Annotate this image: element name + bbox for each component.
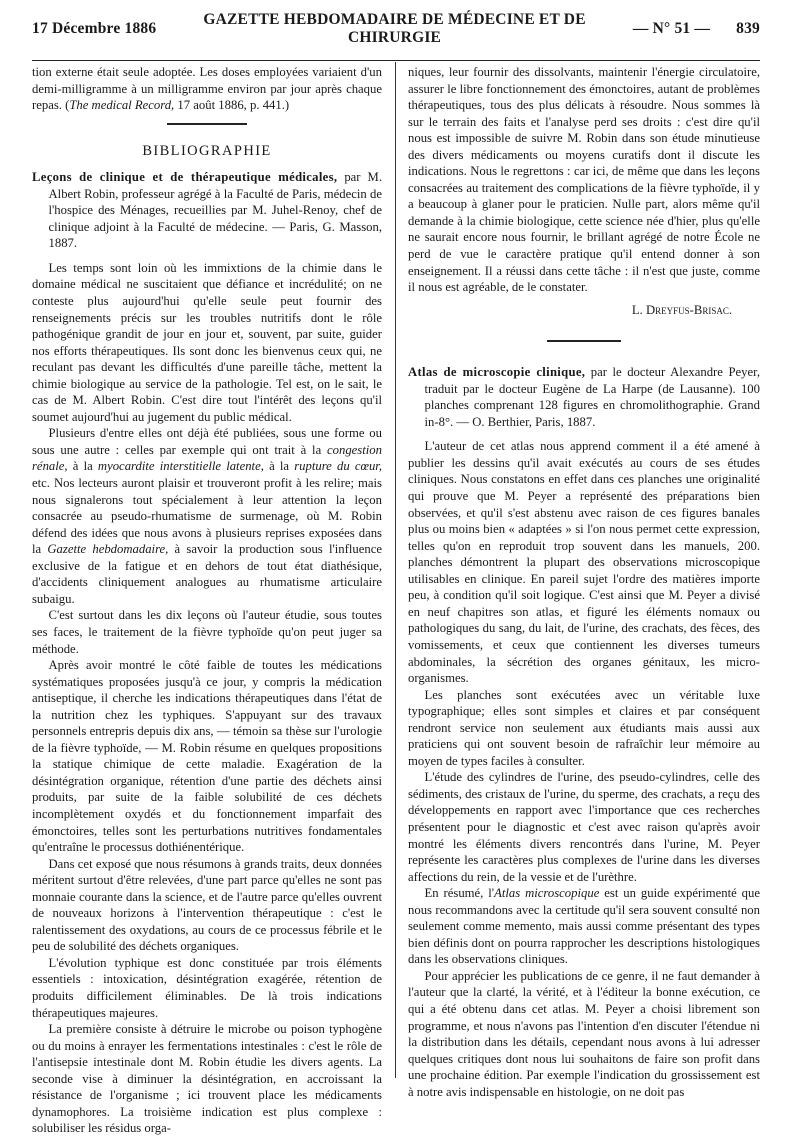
book-reference: Leçons de clinique et de thérapeutique médicales, par M. Albert Robin, professeur agrégé à la Faculté de Paris, médecin de l'hospice des Ménages, recueillies par M. Juhel-Renoy, chef de clinique adjoint à la Faculté de médecine. — Paris, G. Masson, 1887.: [32, 170, 382, 251]
book-title: Leçons de clinique et de thérapeutique médicales,: [32, 170, 338, 185]
column-divider: [395, 62, 396, 1078]
book-reference: Atlas de microscopie clinique, par le docteur Alexandre Peyer, traduit par le docteur Eugène de La Harpe (de Lausanne). 100 planches comprenant 128 figures en chromolithographie. Grand in-8°. — O. Berthier, Paris, 1887.: [408, 365, 760, 429]
paragraph: Pour apprécier les publications de ce genre, il ne faut demander à l'auteur que la clarté, la vérité, et à l'éditeur la bonne exécution, ce qui a été obtenu dans cet atlas. M. Peyer a choisi librement son programme, et nous n'avons pas l'intention d'en discuter l'étendue ni la distribution dans les détails, cependant nous avons à lui adresser quelques critiques dont nous lui souhaitons de faire son profit dans une prochaine édition. Par exemple l'indication du grossissement est à notre avis indispensable en histologie, on ne doit pas: [408, 968, 760, 1099]
paragraph: L'étude des cylindres de l'urine, des pseudo-cylindres, celle des sédiments, des cristaux de l'urine, du sperme, des crachats, a reçu des développements en rapport avec l'importance que ces recherches présentent pour le diagnostic et c'est avec raison qu'après avoir montré les éléments divers rencontrés dans l'urine, M. Peyer représente les caractères plus complexes de l'urine dans les diverses affections du rein, de la vessie et de l'urèthre.: [408, 770, 760, 884]
header-rule: [32, 60, 760, 61]
issue-number: — N° 51 —: [632, 20, 711, 37]
section-rule: [167, 123, 247, 125]
paragraph: Les planches sont exécutées avec un véritable luxe typographique; elles sont simples et claires et par conséquent rendront service non seulement aux étudiants mais aussi aux praticiens qui ont souvent besoin de rafraîchir leur mémoire au moyen de types faciles à consulter.: [408, 687, 760, 768]
opening-paragraph: tion externe était seule adoptée. Les doses employées variaient d'un demi-milligramme à un milligramme environ par jour après chaque repas. (The medical Record, 17 août 1886, p. 441.): [32, 65, 382, 113]
paragraph: Plusieurs d'entre elles ont déjà été publiées, sous une forme ou sous une autre : celles par exemple qui ont trait à la congestion rénale, à la myocardite interstitielle latente, à la rupture du cœur, etc. Nos lecteurs auront plaisir et trouveront profit à les relire; mais nous signalerons tout spécialement à leur attention la leçon consacrée au pseudo-rhumatisme de surmenage, où M. Robin défend des idées que nous avons à plusieurs reprises exposées dans la Gazette hebdomadaire, à savoir la production sous l'influence exclusive de la fatigue et en dehors de tout état diathésique, d'accidents cliniquement analogues au rhumatisme articulaire subaigu.: [32, 426, 382, 606]
paragraph: Après avoir montré le côté faible de toutes les médications systématiques proposées jusqu'à ce jour, y compris la médication antiseptique, il cherche les indications thérapeutiques dans l'état de la nutrition chez les typhiques. S'appuyant sur des travaux personnels entrepris depuis dix ans, — témoin sa thèse sur l'urologie de la fièvre typhoïde, — M. Robin résume en quelques propositions la statique chimique de cette maladie. Exagération de la désintégration organique, rétention d'une partie des déchets ainsi produits, par suite de la faible solubilité de ces déchets incomplètement oxydés et du fonctionnement imparfait des émonctoires, telles sont les perturbations nutritives fondamentales qu'entraîne le processus dothiénentérique.: [32, 658, 382, 855]
paragraph: L'auteur de cet atlas nous apprend comment il a été amené à publier les dessins qu'il avait exécutés au cours de ses études cliniques. Nous constatons en effet dans ces planches une originalité qui prouve que M. Peyer a représenté des préparations bien observées, et qu'il s'est abstenu avec raison de ces figures banales plus ou moins bien « adaptées » si l'on nous permet cette expression, telles qu'on en reproduit trop souvent dans les manuels, 200. planches démontrent la plupart des observations microscopique utilisables en clinique. En pareil sujet l'ordre des matières importe peu, à condition qu'il soit logique. C'est ainsi que M. Peyer a divisé en neuf chapitres son atlas, et figuré les éléments nomaux ou pathologiques du sang, du lait, de l'urine, des crachats, des fèces, des vomissements, et ceux que contiennent les diverses tumeurs abdominales, la sécrétion des organes génitaux, les micro-organismes.: [408, 439, 760, 686]
page-number: 839: [736, 20, 760, 37]
right-column: [408, 64, 760, 1100]
review-rule: [547, 340, 621, 342]
paragraph: L'évolution typhique est donc constituée par trois éléments essentiels : intoxication, désintégration exagérée, rétention de produits difficilement éliminables. De là trois indications thérapeutiques majeures.: [32, 955, 382, 1020]
section-title: BIBLIOGRAPHIE: [142, 142, 272, 159]
paragraph: niques, leur fournir des dissolvants, maintenir l'énergie circulatoire, assurer le libre fonctionnement des émonctoires, autant de problèmes thérapeutiques, tous des plus délicats à résoudre. Nous sommes là sur le terrain des faits et l'analyse perd ses droits : c'est dire qu'il nous est impossible de suivre M. Robin dans son étude minutieuse des divers médicaments ou moyens curatifs dont il discute les indications. Nous le regrettons : car ici, de même que dans les leçons consacrées au traitement des complications de la fièvre typhoïde, il y a beaucoup à glaner pour le praticien. Nulle part, alors même qu'il demande à la chimie biologique, cette science née d'hier, plus qu'elle ne saurait encore nous fournir, le brillant agrégé de notre École ne perd de vue le caractère pratique qu'il entend donner à son enseignement. Il a réussi dans cette tâche : il n'est que juste, comme il nous est agréable, de le constater.: [408, 65, 760, 295]
paragraph: C'est surtout dans les dix leçons où l'auteur étudie, sous toutes ses faces, le traitement de la fièvre typhoïde qu'on peut juger sa méthode.: [32, 608, 382, 656]
book-title: Atlas de microscopie clinique,: [408, 365, 586, 380]
paragraph: Dans cet exposé que nous résumons à grands traits, deux données méritent surtout d'être relevées, d'une part parce qu'elles ne sont pas monnaie courante dans la science, et de l'autre parce qu'elles ouvrent de nouveaux horizons à l'intervention thérapeutique : c'est le ralentissement des oxydations, au cours de ce processus fébrile et le peu de solubilité des déchets organiques.: [32, 856, 382, 954]
review-signature: L. Dreyfus-Brisac.: [631, 302, 732, 317]
header-date: 17 Décembre 1886: [32, 20, 157, 37]
paragraph: En résumé, l'Atlas microscopique est un guide expérimenté que nous recommandons avec la certitude qu'il sera souvent consulté non seulement comme memento, mais aussi comme présentant des types bien définis dont on pourra rapprocher les descriptions histologiques dans les observations cliniques.: [408, 886, 760, 967]
running-header: [32, 11, 760, 46]
journal-title: GAZETTE HEBDOMADAIRE DE MÉDECINE ET DE CHIRURGIE: [203, 11, 586, 46]
paragraph: La première consiste à détruire le microbe ou poison typhogène ou du moins à enrayer les fermentations intestinales : c'est le rôle de l'antisepsie intestinale dont M. Robin étudie les divers agents. La seconde vise à diminuer la désintégration, en accroissant la résistance de l'organisme ; ici trouvent place les médicaments dynamophores. La troisième indication est plus complexe : solubiliser les résidus orga-: [32, 1022, 382, 1136]
paragraph: Les temps sont loin où les immixtions de la chimie dans le domaine médical ne suscitaient que défiance et incrédulité; on ne conteste plus aujourd'hui qu'elle seule peut fournir des renseignements précis sur les troubles nutritifs dont le rôle pathogénique grandit de jour en jour et, souvent, par suite, guider nos efforts thérapeutiques. Ils sont donc les bienvenus ceux qui, ne reculant pas devant les difficultés d'une pareille tâche, mettent la chimie biologique au service de la pathologie. Tel est, on le sait, le cas de M. Albert Robin. C'est dire tout l'intérêt des leçons qu'il soumet aujourd'hui au jugement du public médical.: [32, 260, 382, 424]
left-column: [32, 64, 382, 1137]
